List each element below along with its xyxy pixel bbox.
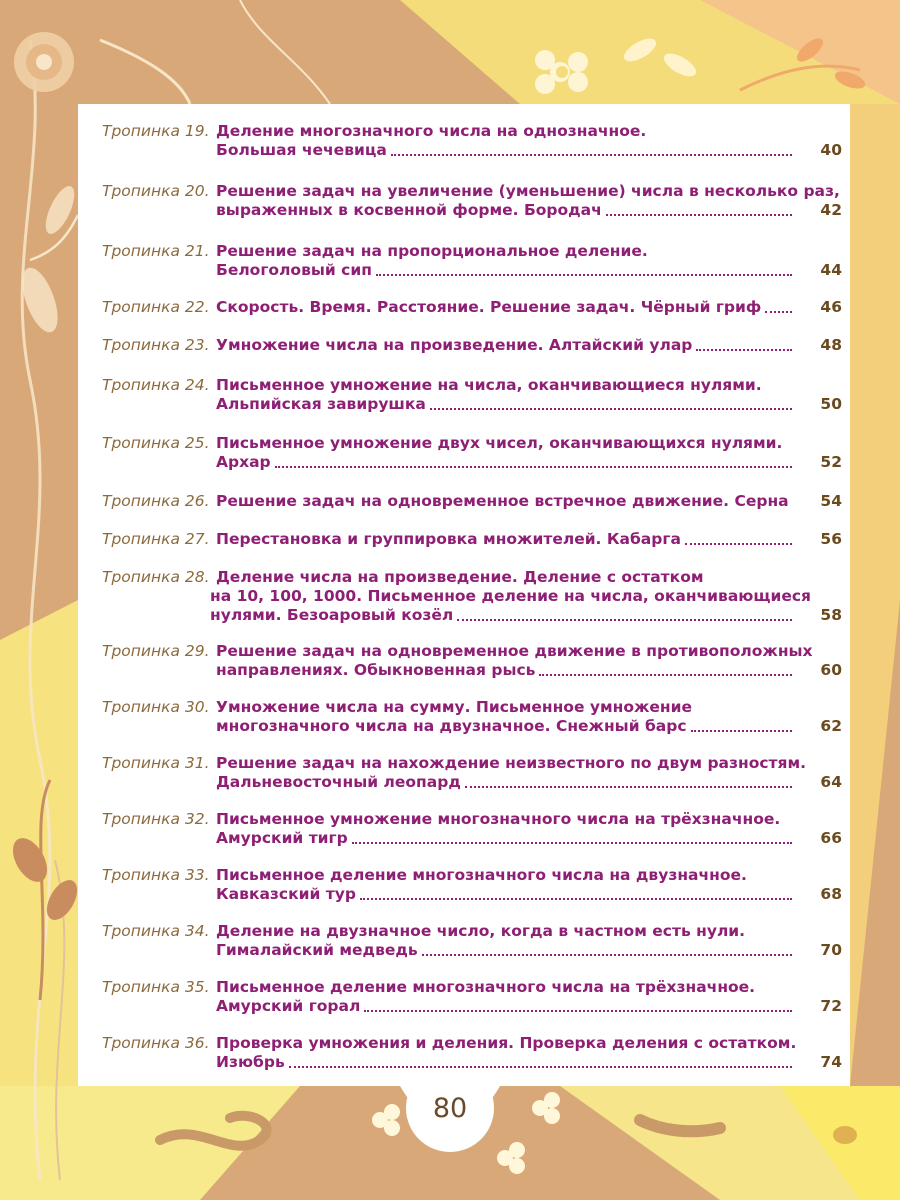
toc-page-number: 40: [820, 141, 842, 159]
toc-entry-title-line: Письменное деление многозначного числа на трёхзначное.: [216, 978, 756, 996]
toc-page-number: 46: [820, 298, 842, 316]
toc-entry-title-line: Изюбрь: [216, 1053, 285, 1071]
toc-entry-title-line: Большая чечевица: [216, 141, 387, 159]
toc-entry[interactable]: [102, 530, 842, 553]
toc-entry-number: Тропинка 19.: [102, 122, 210, 140]
toc-entry-title-line: многозначного числа на двузначное. Снежный барс: [216, 717, 687, 735]
toc-entry-title-line: Альпийская завирушка: [216, 395, 426, 413]
dot-leader: [352, 842, 792, 844]
toc-entry-title-line: Умножение числа на сумму. Письменное умножение: [216, 698, 693, 716]
toc-entry-number: Тропинка 35.: [102, 978, 210, 996]
toc-entry[interactable]: [102, 568, 842, 629]
toc-entry[interactable]: [102, 434, 842, 476]
dot-leader: [422, 954, 792, 956]
dot-leader: [364, 1010, 792, 1012]
toc-page-number: 60: [820, 661, 842, 679]
toc-entry-title-line: Архар: [216, 453, 271, 471]
page-number: 80: [432, 1093, 468, 1124]
toc-entry-number: Тропинка 34.: [102, 922, 210, 940]
dot-leader: [691, 730, 792, 732]
toc-entry-number: Тропинка 29.: [102, 642, 210, 660]
toc-entry-number: Тропинка 26.: [102, 492, 210, 510]
toc-entry-title-line: Белоголовый сип: [216, 261, 372, 279]
toc-page-number: 72: [820, 997, 842, 1015]
toc-entry-title-line: Решение задач на увеличение (уменьшение) числа в несколько раз,: [216, 182, 840, 200]
toc-entry-title-line: Деление многозначного числа на однозначное.: [216, 122, 647, 140]
toc-entry-number: Тропинка 24.: [102, 376, 210, 394]
toc-entry-title-line: Умножение числа на произведение. Алтайский улар: [216, 336, 693, 354]
toc-page-number: 58: [820, 606, 842, 624]
toc-entry[interactable]: [102, 810, 842, 852]
toc-page-number: 52: [820, 453, 842, 471]
toc-page-number: 50: [820, 395, 842, 413]
toc-entry-title-line: Решение задач на одновременное движение в противоположных: [216, 642, 813, 660]
toc-entry[interactable]: [102, 336, 842, 359]
toc-entry-number: Тропинка 25.: [102, 434, 210, 452]
toc-entry[interactable]: [102, 376, 842, 418]
toc-page-number: 66: [820, 829, 842, 847]
dot-leader: [376, 274, 792, 276]
toc-page-number: 70: [820, 941, 842, 959]
toc-entry-title-line: Перестановка и группировка множителей. Кабарга: [216, 530, 681, 548]
toc-page-number: 48: [820, 336, 842, 354]
toc-entry-number: Тропинка 31.: [102, 754, 210, 772]
dot-leader: [765, 311, 792, 313]
toc-entry[interactable]: [102, 122, 842, 164]
toc-entry-number: Тропинка 30.: [102, 698, 210, 716]
toc-entry-title-line: нулями. Безоаровый козёл: [210, 606, 454, 624]
toc-entry-title-line: Письменное умножение многозначного числа на трёхзначное.: [216, 810, 781, 828]
toc-entry-number: Тропинка 23.: [102, 336, 210, 354]
toc-entry[interactable]: [102, 242, 842, 284]
toc-entry-number: Тропинка 27.: [102, 530, 210, 548]
toc-entry-title-line: Амурский тигр: [216, 829, 348, 847]
toc-entry-number: Тропинка 32.: [102, 810, 210, 828]
toc-entry-title-line: Скорость. Время. Расстояние. Решение задач. Чёрный гриф: [216, 298, 762, 316]
toc-entry-title-line: Письменное умножение двух чисел, оканчивающихся нулями.: [216, 434, 783, 452]
dot-leader: [275, 466, 792, 468]
dot-leader: [465, 786, 792, 788]
toc-page-number: 68: [820, 885, 842, 903]
toc-entry[interactable]: [102, 298, 842, 321]
toc-entry-title-line: Гималайский медведь: [216, 941, 418, 959]
toc-entry-title-line: Письменное деление многозначного числа на двузначное.: [216, 866, 747, 884]
toc-entry-title-line: Деление числа на произведение. Деление с остатком: [216, 568, 704, 586]
toc-page-number: 62: [820, 717, 842, 735]
toc-entry-title-line: направлениях. Обыкновенная рысь: [216, 661, 536, 679]
toc-entry-number: Тропинка 20.: [102, 182, 210, 200]
toc-entry[interactable]: [102, 978, 842, 1020]
toc-entry-title-line: Решение задач на пропорциональное деление.: [216, 242, 648, 260]
dot-leader: [685, 543, 792, 545]
toc-entry-number: Тропинка 36.: [102, 1034, 210, 1052]
toc-page-number: 54: [820, 492, 842, 510]
toc-entry-number: Тропинка 21.: [102, 242, 210, 260]
toc-page-number: 42: [820, 201, 842, 219]
toc-page-number: 64: [820, 773, 842, 791]
toc-entry-title-line: Дальневосточный леопард: [216, 773, 461, 791]
dot-leader: [289, 1066, 792, 1068]
toc-entry[interactable]: [102, 1034, 842, 1076]
toc-entry[interactable]: [102, 492, 842, 515]
toc-entry[interactable]: [102, 642, 842, 684]
toc-entry-number: Тропинка 28.: [102, 568, 210, 586]
toc-entry-number: Тропинка 33.: [102, 866, 210, 884]
toc-entry-number: Тропинка 22.: [102, 298, 210, 316]
dot-leader: [457, 619, 792, 621]
dot-leader: [360, 898, 792, 900]
toc-page-number: 44: [820, 261, 842, 279]
toc-entry-title-line: Деление на двузначное число, когда в частном есть нули.: [216, 922, 746, 940]
toc-entry-title-line: Решение задач на нахождение неизвестного по двум разностям.: [216, 754, 807, 772]
toc-entry-title-line: Проверка умножения и деления. Проверка деления с остатком.: [216, 1034, 797, 1052]
dot-leader: [539, 674, 792, 676]
toc-entry[interactable]: [102, 698, 842, 740]
toc-entry-title-line: на 10, 100, 1000. Письменное деление на числа, оканчивающиеся: [210, 587, 812, 605]
dot-leader: [430, 408, 792, 410]
toc-entry-title-line: Письменное умножение на числа, оканчивающиеся нулями.: [216, 376, 762, 394]
dot-leader: [606, 214, 792, 216]
dot-leader: [696, 349, 792, 351]
toc-entry-title-line: Решение задач на одновременное встречное движение. Серна: [216, 492, 789, 510]
dot-leader: [391, 154, 792, 156]
toc-entry-title-line: выраженных в косвенной форме. Бородач: [216, 201, 602, 219]
toc-entry[interactable]: [102, 866, 842, 908]
toc-page-number: 56: [820, 530, 842, 548]
toc-entry[interactable]: [102, 922, 842, 964]
toc-page-number: 74: [820, 1053, 842, 1071]
toc-entry[interactable]: [102, 182, 842, 224]
toc-entry-title-line: Кавказский тур: [216, 885, 356, 903]
toc-entry-title-line: Амурский горал: [216, 997, 361, 1015]
toc-entry[interactable]: [102, 754, 842, 796]
